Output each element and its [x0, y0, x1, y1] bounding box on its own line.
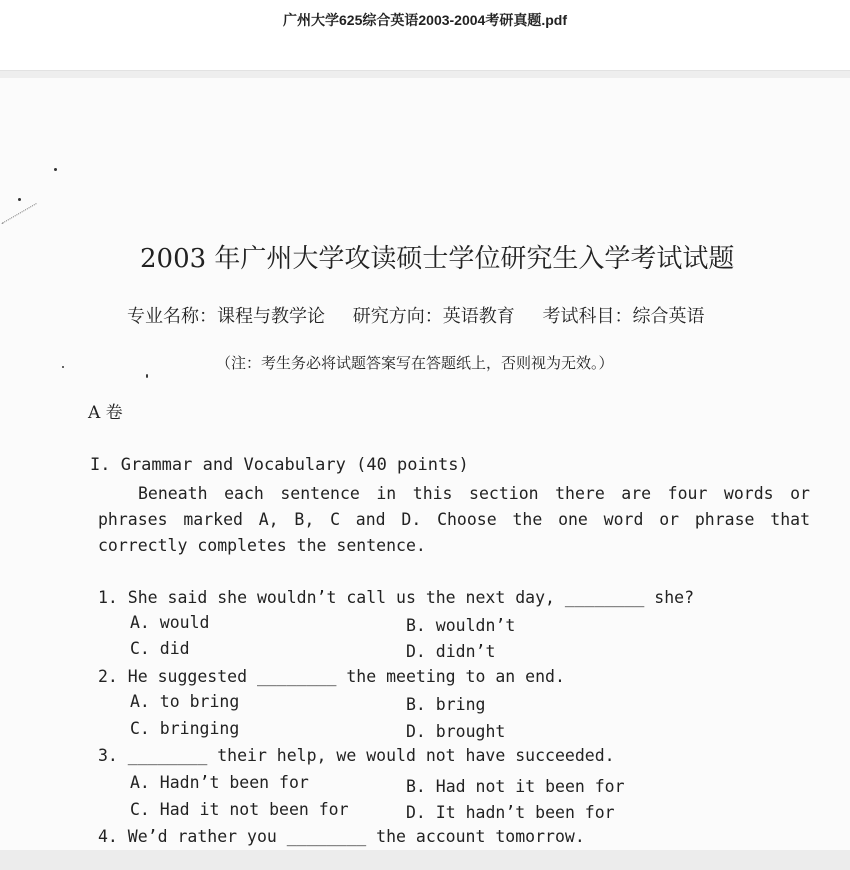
section-instructions: Beneath each sentence in this section there are four words or phrases marked A, B, C and D. Choose the one word or phrase that correctly completes the sentence.: [98, 484, 810, 555]
option-c: C. Had it not been for: [130, 800, 349, 819]
question-stem: 3. ________ their help, we would not have succeeded.: [98, 746, 615, 765]
option-d: D. brought: [406, 722, 506, 741]
scan-speck: [54, 168, 57, 171]
option-c: C. bringing: [130, 719, 240, 738]
exam-note: （注：考生务必将试题答案写在答题纸上，否则视为无效。）: [216, 354, 614, 372]
option-b: B. bring: [406, 695, 486, 714]
research-direction: 研究方向：英语教育: [352, 306, 515, 327]
scan-speck: [18, 198, 21, 201]
viewer-titlebar: [0, 0, 850, 70]
option-a: A. to bring: [130, 692, 240, 711]
document-title: 广州大学625综合英语2003-2004考研真题.pdf: [283, 12, 567, 28]
scan-speck: [62, 366, 64, 368]
major-name: 专业名称：课程与教学论: [127, 306, 325, 327]
section-heading: I. Grammar and Vocabulary (40 points): [90, 455, 469, 475]
option-c: C. did: [130, 639, 190, 658]
exam-subject: 考试科目：综合英语: [542, 306, 705, 327]
question-stem: 1. She said she wouldn’t call us the next day, ________ she?: [98, 588, 695, 607]
scan-artifact: [2, 203, 38, 225]
scan-speck: [146, 374, 148, 378]
option-d: D. didn’t: [406, 642, 496, 661]
option-d: D. It hadn’t been for: [406, 803, 615, 822]
paper-label: A 卷: [88, 403, 123, 423]
option-b: B. wouldn’t: [406, 616, 516, 635]
question-stem: 2. He suggested ________ the meeting to an end.: [98, 667, 565, 686]
exam-title: 2003 年广州大学攻读硕士学位研究生入学考试试题: [140, 244, 735, 274]
option-a: A. would: [130, 613, 210, 632]
option-a: A. Hadn’t been for: [130, 773, 309, 792]
exam-meta: [127, 302, 807, 328]
question-stem: 4. We’d rather you ________ the account tomorrow.: [98, 827, 585, 846]
pdf-page: [0, 78, 850, 850]
option-b: B. Had not it been for: [406, 777, 625, 796]
page-separator: [0, 850, 850, 870]
